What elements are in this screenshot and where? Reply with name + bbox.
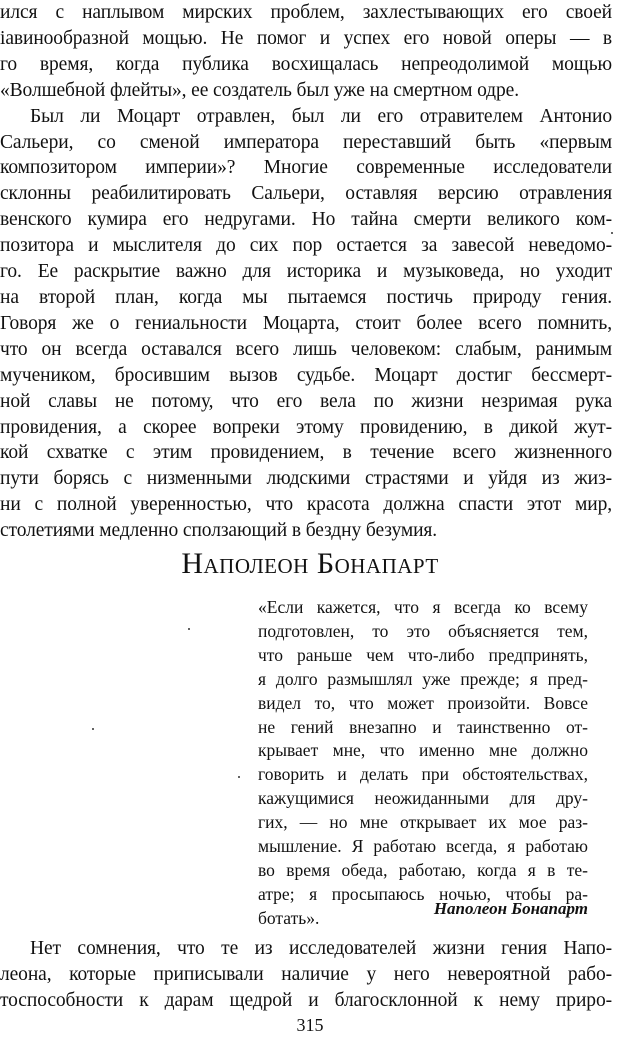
text-line: на второй план, когда мы пытаемся постичь природу гения. [0, 286, 612, 308]
scan-speck [92, 728, 94, 730]
text-line: ни с полной уверенностью, что красота должна спасти этот мир, [0, 494, 612, 516]
scan-speck [188, 628, 190, 630]
epigraph-line: во время обеда, работаю, когда я в те- [258, 859, 588, 880]
text-line: Сальери, со сменой императора переставший быть «первым [0, 131, 612, 153]
text-line: пути борясь с низменными людскими страстями и уйдя из жиз- [0, 468, 612, 490]
text-line: Говоря же о гениальности Моцарта, стоит более всего помнить, [0, 312, 612, 334]
text-line: го. Ее раскрытие важно для историка и музыковеда, но уходит [0, 261, 612, 283]
body-text-bottom [0, 936, 612, 1014]
epigraph-line: «Если кажется, что я всегда ко всему [258, 597, 588, 617]
text-line: венского кумира его недругами. Но тайна смерти великого ком- [0, 209, 612, 231]
scan-speck [238, 776, 240, 778]
page-number: 315 [296, 1015, 324, 1035]
text-line: провидения, а скорее вопреки этому провидению, в дикой жут- [0, 416, 612, 438]
text-line: Был ли Моцарт отравлен, был ли его отравителем Антонио [30, 105, 612, 127]
epigraph-line: крывает мне, что именно мне должно [258, 740, 588, 761]
text-line: ной славы не потому, что его вела по жизни незримая рука [0, 390, 612, 412]
text-line: «Волшебной флейты», ее создатель был уже на смертном одре. [0, 79, 519, 101]
text-line: тоспособности к дарам щедрой и благосклонной к нему приро- [0, 989, 612, 1011]
text-line: мучеником, бросившим вызов судьбе. Моцарт достиг бессмерт- [0, 364, 612, 386]
epigraph-line: мышление. Я работаю всегда, я работаю [258, 836, 588, 857]
text-line: кой схватке с этим провидением, в течение всего жизненного [0, 442, 612, 464]
text-line: Нет сомнения, что те из исследователей жизни гения Напо- [30, 938, 612, 959]
epigraph-line: не гений внезапно и таинственно от- [258, 716, 588, 737]
epigraph-line: видел то, что может произойти. Вовсе [258, 692, 588, 713]
text-line: композитором империи»? Многие современные исследователи [0, 157, 612, 179]
text-line: что он всегда оставался всего лишь человеком: слабым, ранимым [0, 338, 612, 360]
text-line: іавинообразной мощью. Не помог и успех его новой оперы — в [0, 27, 612, 49]
epigraph-line: подготовлен, то это объясняется тем, [258, 620, 588, 641]
text-line: леона, которые приписывали наличие у него невероятной рабо- [0, 963, 612, 985]
text-line: склонны реабилитировать Сальери, оставляя версию отравления [0, 183, 612, 205]
text-line: позитора и мыслителя до сих пор остается за завесой неведомо- [0, 235, 612, 257]
epigraph-line: я долго размышлял уже прежде; я пред- [258, 668, 588, 689]
epigraph-author: Наполеон Бонапарт [433, 899, 588, 918]
text-line: го время, когда публика восхищалась непреодолимой мощью [0, 53, 612, 75]
epigraph-line: говорить и делать при обстоятельствах, [258, 764, 588, 785]
epigraph-line: атре; я просыпаюсь ночью, чтобы ра- [258, 883, 588, 904]
text-line: ился с наплывом мирских проблем, захлестывающих его своей [0, 2, 612, 23]
epigraph-line: ботать». [258, 907, 320, 928]
epigraph [258, 596, 588, 931]
text-line: столетиями медленно сползающий в бездну безумия. [0, 520, 438, 542]
epigraph-line: что раньше чем что-либо предпринять, [258, 644, 588, 665]
scan-speck [611, 232, 613, 234]
epigraph-line: кажущимися неожиданными для дру- [258, 788, 588, 809]
chapter-title: Наполеон Бонапарт [181, 547, 439, 580]
epigraph-line: гих, — но мне открывает их мое раз- [258, 812, 588, 833]
